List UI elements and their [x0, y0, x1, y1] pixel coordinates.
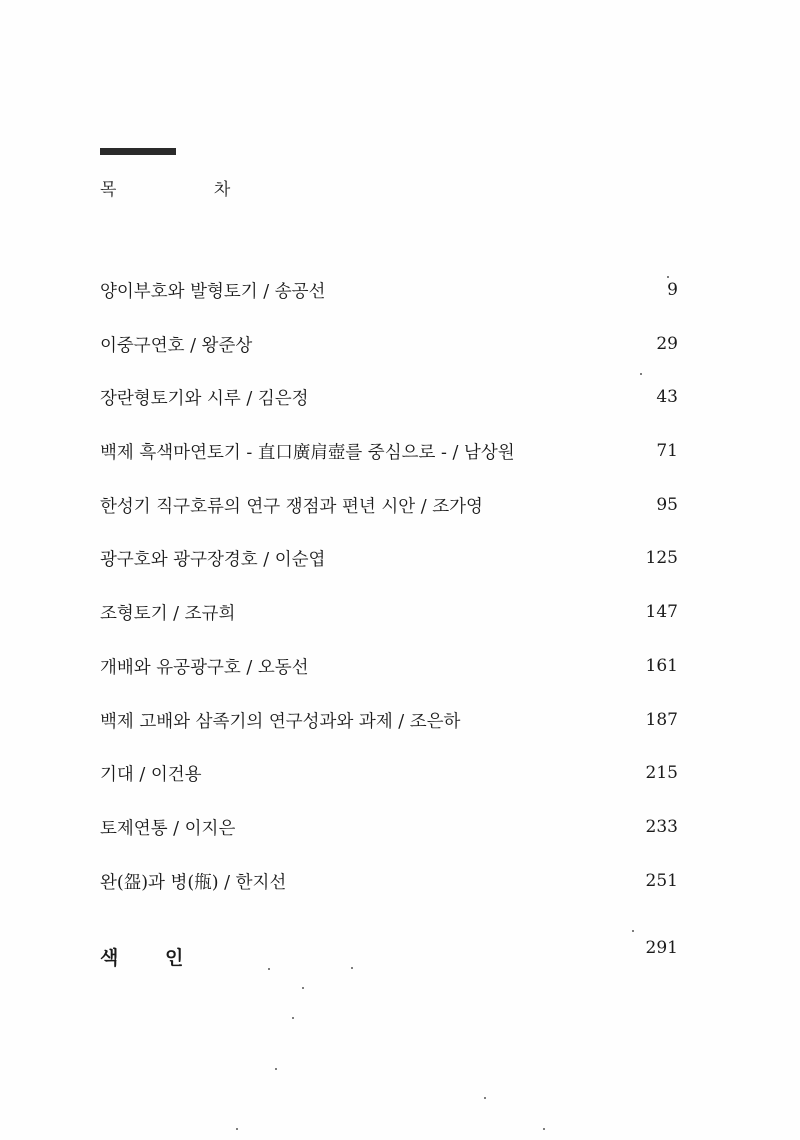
heading-rule	[100, 148, 176, 155]
toc-entry	[100, 483, 680, 537]
toc-entry-page: 95	[656, 494, 678, 515]
toc-entry	[100, 859, 680, 913]
toc-entry-page: 29	[656, 333, 678, 354]
toc-entry-title: 조형토기 / 조규희	[100, 604, 236, 625]
toc-entry	[100, 375, 680, 429]
index-entry	[100, 935, 680, 975]
toc-entry-title: 개배와 유공광구호 / 오동선	[100, 657, 309, 678]
scan-speck	[640, 373, 642, 375]
toc-entry-page: 9	[667, 280, 678, 300]
page-title: 목 차	[100, 180, 277, 200]
toc-entry	[100, 751, 680, 805]
table-of-contents	[100, 268, 680, 912]
scan-speck	[543, 1128, 545, 1130]
toc-entry-title: 완(盌)과 병(甁) / 한지선	[100, 872, 287, 893]
toc-entry-title: 광구호와 광구장경호 / 이순엽	[100, 550, 326, 571]
toc-entry-page: 187	[645, 709, 678, 730]
toc-entry	[100, 590, 680, 644]
toc-entry-page: 71	[656, 441, 678, 462]
scan-speck	[351, 967, 353, 969]
toc-entry-page: 147	[645, 602, 678, 623]
scan-speck	[268, 968, 270, 970]
toc-entry-page: 215	[645, 763, 678, 784]
toc-entry	[100, 536, 680, 590]
toc-entry-page: 251	[645, 870, 678, 891]
index-title: 색 인	[100, 947, 204, 969]
scan-speck	[484, 1097, 486, 1099]
scan-speck	[667, 276, 669, 278]
toc-entry-title: 양이부호와 발형토기 / 송공선	[100, 282, 326, 302]
toc-entry	[100, 268, 680, 322]
toc-entry-page: 43	[656, 387, 678, 408]
toc-entry-title: 백제 고배와 삼족기의 연구성과와 과제 / 조은하	[100, 711, 461, 732]
toc-entry	[100, 698, 680, 752]
toc-entry-title: 한성기 직구호류의 연구 쟁점과 편년 시안 / 조가영	[100, 496, 483, 517]
toc-entry-page: 125	[645, 548, 678, 569]
toc-entry-page: 233	[645, 816, 678, 837]
scan-speck	[236, 1128, 238, 1130]
toc-entry	[100, 644, 680, 698]
index-page: 291	[645, 938, 678, 958]
toc-entry-title: 토제연통 / 이지은	[100, 818, 236, 839]
toc-entry	[100, 429, 680, 483]
scan-speck	[302, 987, 304, 989]
toc-entry-page: 161	[645, 655, 678, 676]
scan-speck	[632, 930, 634, 932]
toc-entry-title: 장란형토기와 시루 / 김은정	[100, 389, 309, 410]
toc-entry-title: 이중구연호 / 왕준상	[100, 335, 253, 356]
scan-speck	[292, 1017, 294, 1019]
toc-entry-title: 백제 흑색마연토기 - 直口廣肩壺를 중심으로 - / 남상원	[100, 443, 515, 464]
toc-entry	[100, 322, 680, 376]
scan-speck	[275, 1068, 277, 1070]
toc-entry-title: 기대 / 이건용	[100, 765, 202, 786]
toc-entry	[100, 805, 680, 859]
